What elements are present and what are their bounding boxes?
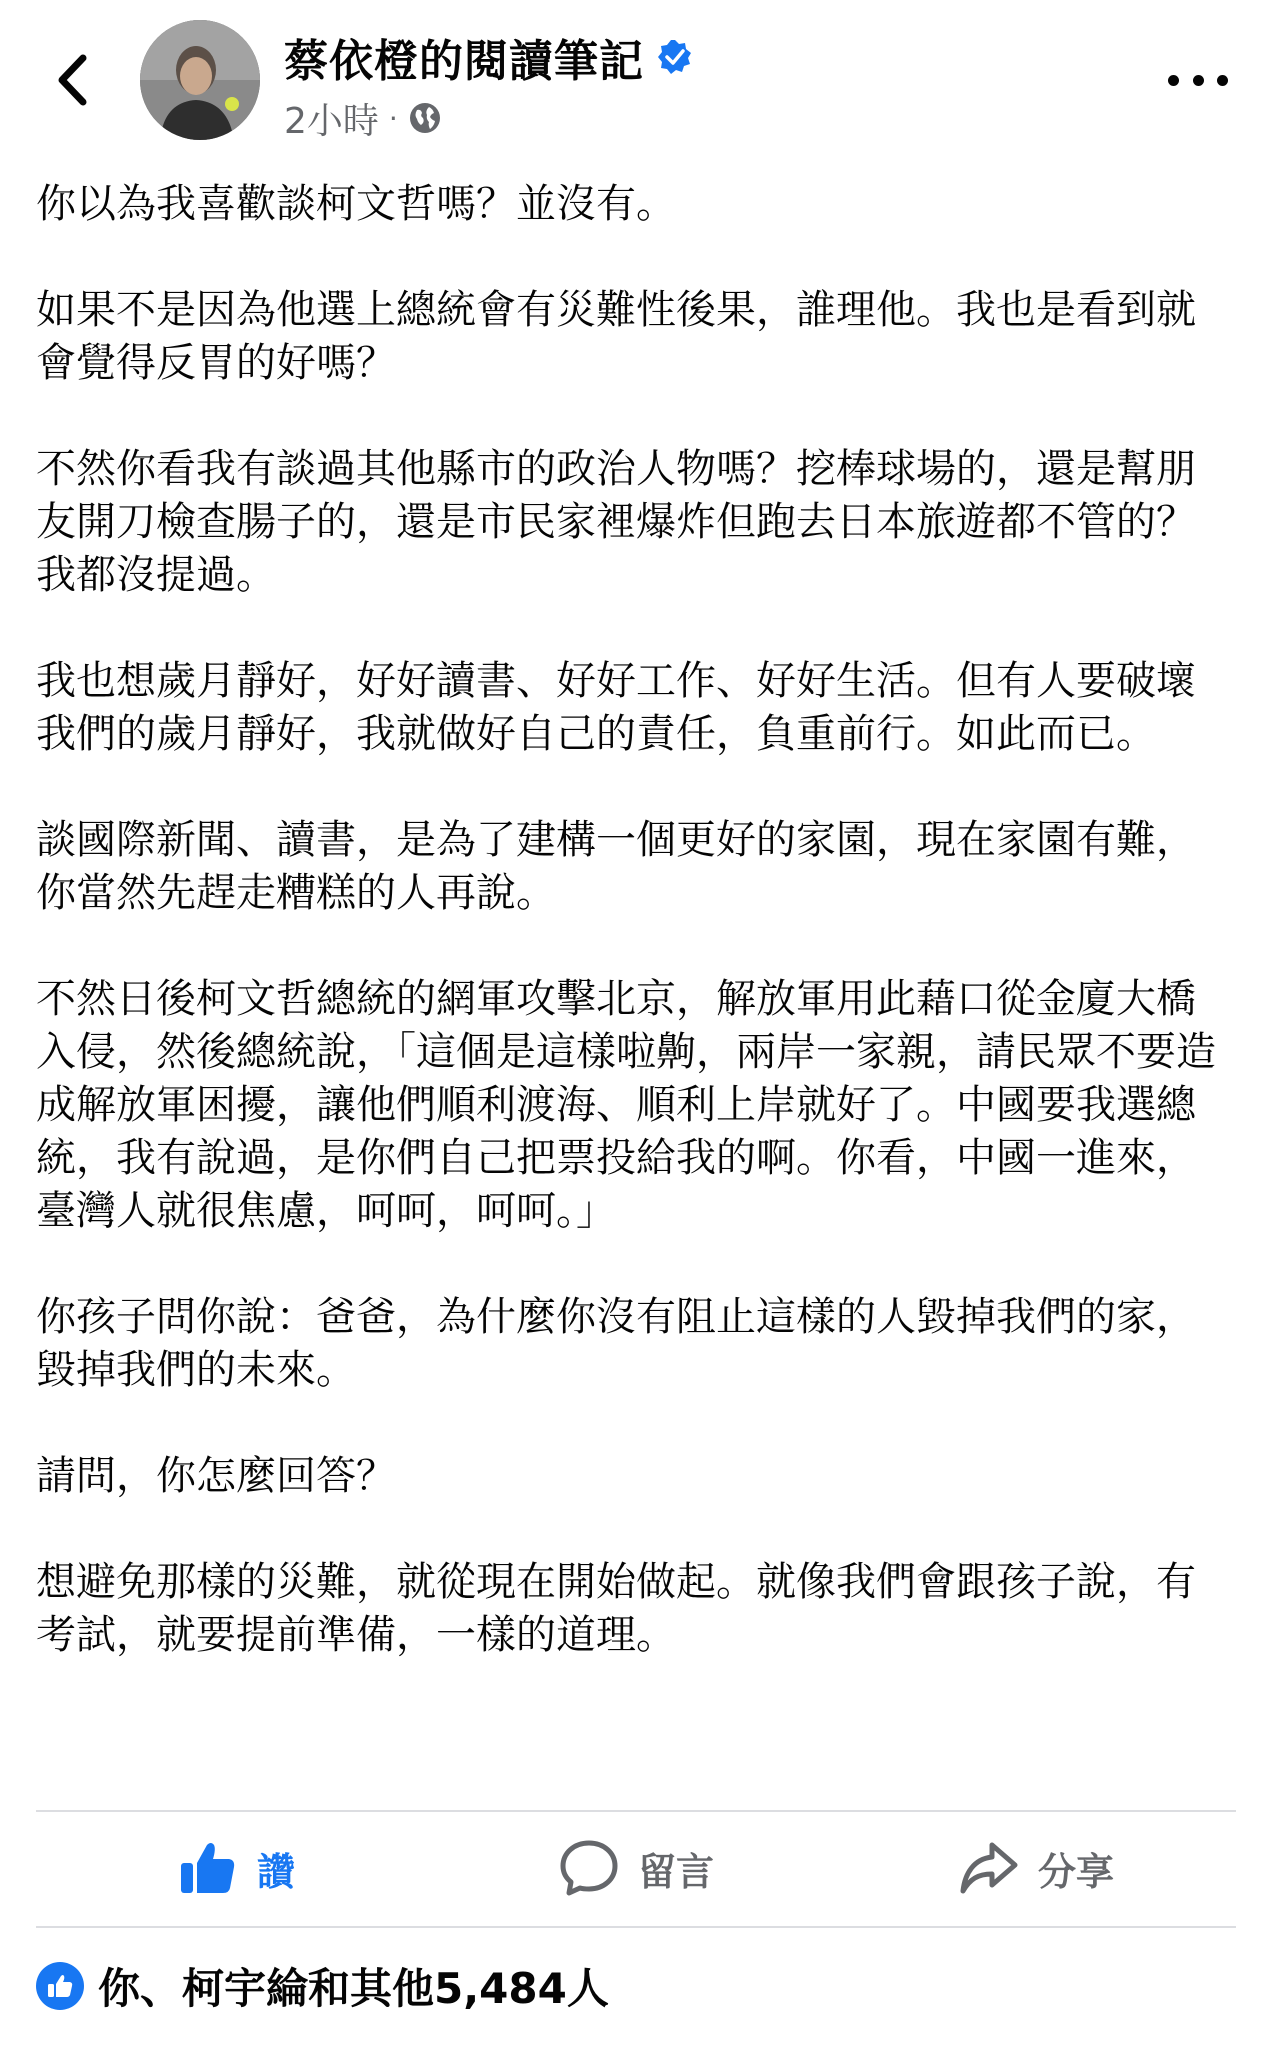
post-actions [36, 1812, 1236, 1924]
meta-separator: · [388, 101, 398, 135]
actions-bottom-divider [36, 1926, 1236, 1928]
post-paragraph: 不然你看我有談過其他縣市的政治人物嗎？挖棒球場的，還是幫朋友開刀檢查腸子的，還是市民家裡爆炸但跑去日本旅遊都不管的？我都沒提過。 [36, 446, 1196, 598]
share-arrow-icon [958, 1837, 1020, 1899]
page-name[interactable]: 蔡依橙的閱讀筆記 [284, 36, 644, 87]
reactions-count-text: 你、柯宇綸和其他5,484人 [98, 1964, 609, 2013]
more-dot-icon [1217, 75, 1228, 86]
comment-bubble-icon [558, 1837, 620, 1899]
post-timestamp[interactable]: 2小時 [284, 100, 379, 142]
post-meta [284, 94, 442, 142]
back-button[interactable] [44, 48, 100, 112]
post-paragraph: 想避免那樣的災難，就從現在開始做起。就像我們會跟孩子說，有考試，就要提前準備，一樣的道理。 [36, 1559, 1196, 1658]
reactions-summary[interactable] [36, 1954, 609, 2018]
post-header [0, 0, 1272, 160]
post-paragraph: 談國際新聞、讀書，是為了建構一個更好的家園，現在家園有難，你當然先趕走糟糕的人再說。 [36, 817, 1196, 916]
post-paragraph: 你孩子問你說：爸爸，為什麼你沒有阻止這樣的人毀掉我們的家，毀掉我們的未來。 [36, 1294, 1196, 1393]
chevron-left-icon [55, 54, 89, 106]
like-button[interactable] [36, 1812, 436, 1924]
like-reaction-icon [36, 1962, 84, 2010]
comment-label: 留言 [637, 1849, 714, 1894]
more-options-button[interactable] [1168, 56, 1228, 104]
comment-button[interactable] [436, 1812, 836, 1924]
avatar[interactable] [140, 20, 260, 140]
post-paragraph: 請問，你怎麼回答？ [36, 1453, 396, 1499]
page-name-row [284, 24, 694, 90]
post-paragraph: 你以為我喜歡談柯文哲嗎？並沒有。 [36, 181, 676, 227]
more-dot-icon [1193, 75, 1204, 86]
post-body [36, 178, 1226, 1662]
like-label: 讚 [256, 1849, 295, 1894]
share-label: 分享 [1037, 1849, 1114, 1894]
share-button[interactable] [836, 1812, 1236, 1924]
post-paragraph: 我也想歲月靜好，好好讀書、好好工作、好好生活。但有人要破壞我們的歲月靜好，我就做好自己的責任，負重前行。如此而已。 [36, 658, 1196, 757]
post-paragraph: 不然日後柯文哲總統的網軍攻擊北京，解放軍用此藉口從金廈大橋入侵，然後總統說，「這個是這樣啦齁，兩岸一家親，請民眾不要造成解放軍困擾，讓他們順利渡海、順利上岸就好了。中國要我選總統，我有說過，是你們自己把票投給我的啊。你看，中國一進來，臺灣人就很焦慮，呵呵，呵呵。」 [36, 976, 1216, 1234]
more-dot-icon [1168, 75, 1179, 86]
thumbs-up-icon [177, 1837, 239, 1899]
verified-badge-icon [656, 38, 694, 76]
globe-icon [408, 101, 442, 135]
post-paragraph: 如果不是因為他選上總統會有災難性後果，誰理他。我也是看到就會覺得反胃的好嗎？ [36, 287, 1196, 386]
